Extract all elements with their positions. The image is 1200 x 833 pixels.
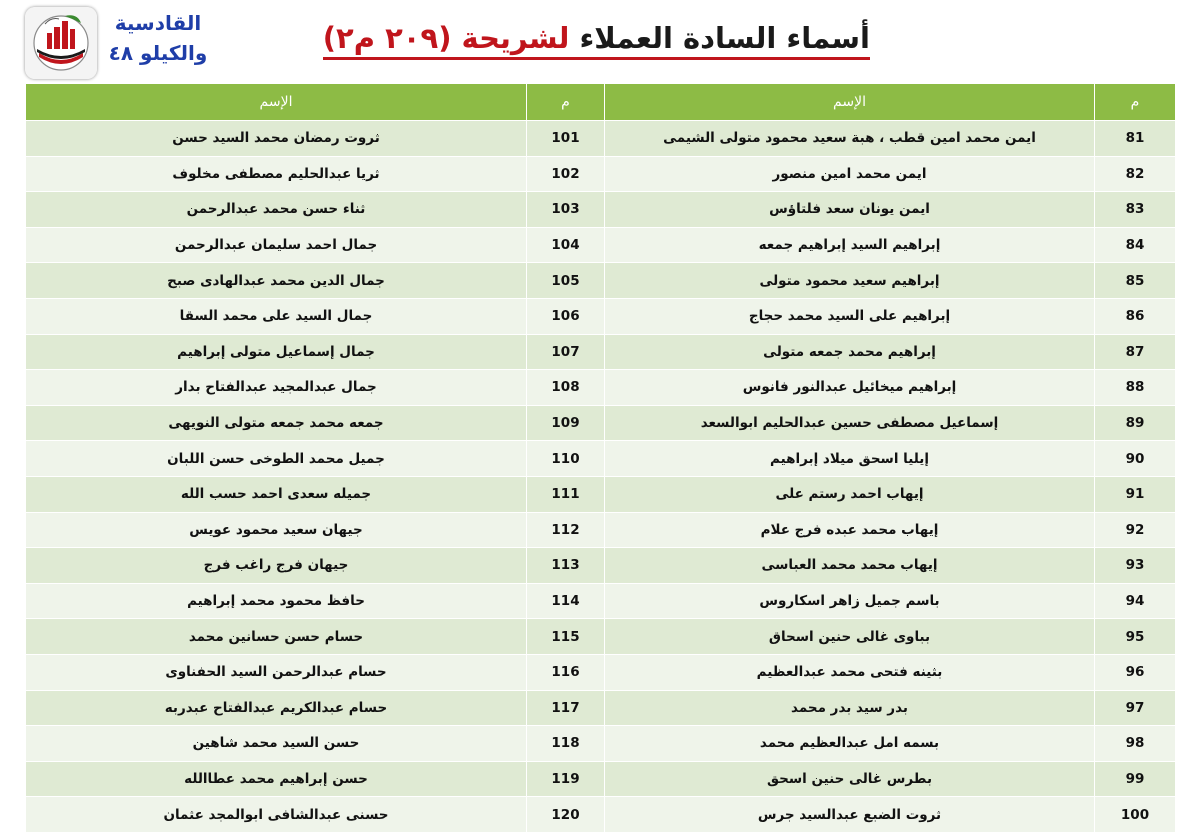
row-number: 110	[527, 441, 605, 477]
row-number: 105	[527, 263, 605, 299]
table-row	[26, 654, 1176, 690]
row-number: 92	[1095, 512, 1176, 548]
row-number: 112	[527, 512, 605, 548]
table-row	[26, 797, 1176, 833]
table-row	[26, 761, 1176, 797]
customer-name: جمال عبدالمجيد عبدالفتاح بدار	[26, 370, 527, 406]
row-number: 95	[1095, 619, 1176, 655]
row-number: 116	[527, 654, 605, 690]
customer-name: بطرس غالى حنين اسحق	[605, 761, 1095, 797]
row-number: 108	[527, 370, 605, 406]
customer-name: ايمن يونان سعد فلتاؤس	[605, 192, 1095, 228]
customer-name: جميله سعدى احمد حسب الله	[26, 476, 527, 512]
row-number: 86	[1095, 298, 1176, 334]
column-header-name: الإسم	[26, 84, 527, 121]
row-number: 114	[527, 583, 605, 619]
customer-name: جمال احمد سليمان عبدالرحمن	[26, 227, 527, 263]
customer-name: جمال السيد على محمد السقا	[26, 298, 527, 334]
page-header	[0, 0, 1200, 82]
brand-line-1: القادسية	[114, 11, 202, 35]
customer-name: جمال إسماعيل متولى إبراهيم	[26, 334, 527, 370]
row-number: 89	[1095, 405, 1176, 441]
table-row	[26, 512, 1176, 548]
customer-name: ثروت الضبع عبدالسيد جرس	[605, 797, 1095, 833]
row-number: 109	[527, 405, 605, 441]
table-row	[26, 227, 1176, 263]
row-number: 119	[527, 761, 605, 797]
table-row	[26, 405, 1176, 441]
table-row	[26, 583, 1176, 619]
customer-name: إبراهيم على السيد محمد حجاج	[605, 298, 1095, 334]
customer-name: ايمن محمد امين منصور	[605, 156, 1095, 192]
table-row	[26, 156, 1176, 192]
table-row	[26, 263, 1176, 299]
customer-name: إبراهيم ميخائيل عبدالنور فانوس	[605, 370, 1095, 406]
company-logo	[25, 7, 97, 79]
table-row	[26, 334, 1176, 370]
building-logo-icon	[25, 7, 97, 79]
customer-name: إيليا اسحق ميلاد إبراهيم	[605, 441, 1095, 477]
title-part-2: لشريحة (٢٠٩ م٢)	[322, 21, 570, 55]
table-row	[26, 476, 1176, 512]
column-header-number: م	[527, 84, 605, 121]
customer-name: إبراهيم محمد جمعه متولى	[605, 334, 1095, 370]
customer-name: بباوى غالى حنين اسحاق	[605, 619, 1095, 655]
customer-name: حسام حسن حسانين محمد	[26, 619, 527, 655]
row-number: 111	[527, 476, 605, 512]
row-number: 99	[1095, 761, 1176, 797]
customer-name: إبراهيم سعيد محمود متولى	[605, 263, 1095, 299]
customer-name: بثينه فتحى محمد عبدالعظيم	[605, 654, 1095, 690]
customer-name: حسن إبراهيم محمد عطاالله	[26, 761, 527, 797]
table-row	[26, 548, 1176, 584]
row-number: 90	[1095, 441, 1176, 477]
customer-name: إيهاب محمد عبده فرج علام	[605, 512, 1095, 548]
row-number: 103	[527, 192, 605, 228]
customer-name: إيهاب احمد رستم على	[605, 476, 1095, 512]
table-row	[26, 690, 1176, 726]
customer-name: جيهان فرج راغب فرج	[26, 548, 527, 584]
row-number: 82	[1095, 156, 1176, 192]
customer-name: باسم جميل زاهر اسكاروس	[605, 583, 1095, 619]
row-number: 84	[1095, 227, 1176, 263]
customer-name: حافظ محمود محمد إبراهيم	[26, 583, 527, 619]
customer-name: إسماعيل مصطفى حسين عبدالحليم ابوالسعد	[605, 405, 1095, 441]
row-number: 117	[527, 690, 605, 726]
row-number: 104	[527, 227, 605, 263]
table-row	[26, 370, 1176, 406]
page-title	[322, 14, 870, 66]
row-number: 113	[527, 548, 605, 584]
customer-name: ثناء حسن محمد عبدالرحمن	[26, 192, 527, 228]
row-number: 107	[527, 334, 605, 370]
title-underline	[323, 21, 870, 60]
row-number: 96	[1095, 654, 1176, 690]
column-header-name: الإسم	[605, 84, 1095, 121]
customer-name: حسنى عبدالشافى ابوالمجد عثمان	[26, 797, 527, 833]
row-number: 93	[1095, 548, 1176, 584]
row-number: 81	[1095, 121, 1176, 157]
table-row	[26, 726, 1176, 762]
row-number: 101	[527, 121, 605, 157]
table-body	[26, 121, 1176, 833]
customer-name: ثروت رمضان محمد السيد حسن	[26, 121, 527, 157]
table-row	[26, 298, 1176, 334]
row-number: 106	[527, 298, 605, 334]
customer-name: إبراهيم السيد إبراهيم جمعه	[605, 227, 1095, 263]
customer-name: بسمه امل عبدالعظيم محمد	[605, 726, 1095, 762]
row-number: 120	[527, 797, 605, 833]
row-number: 85	[1095, 263, 1176, 299]
row-number: 100	[1095, 797, 1176, 833]
customers-table	[25, 83, 1176, 833]
customer-name: بدر سيد بدر محمد	[605, 690, 1095, 726]
column-header-number: م	[1095, 84, 1176, 121]
table-row	[26, 619, 1176, 655]
title-part-1: أسماء السادة العملاء	[569, 21, 870, 55]
row-number: 83	[1095, 192, 1176, 228]
table-row	[26, 121, 1176, 157]
customer-name: حسام عبدالرحمن السيد الحفناوى	[26, 654, 527, 690]
customer-name: إيهاب محمد محمد العباسى	[605, 548, 1095, 584]
row-number: 87	[1095, 334, 1176, 370]
customer-name: جيهان سعيد محمود عويس	[26, 512, 527, 548]
table-header-row	[26, 84, 1176, 121]
row-number: 88	[1095, 370, 1176, 406]
table-row	[26, 192, 1176, 228]
customer-name: حسام عبدالكريم عبدالفتاح عبدربه	[26, 690, 527, 726]
row-number: 94	[1095, 583, 1176, 619]
table-row	[26, 441, 1176, 477]
row-number: 91	[1095, 476, 1176, 512]
row-number: 118	[527, 726, 605, 762]
row-number: 115	[527, 619, 605, 655]
brand-line-2: والكيلو ٤٨	[108, 41, 208, 65]
row-number: 102	[527, 156, 605, 192]
customer-name: جمعه محمد جمعه متولى النويهى	[26, 405, 527, 441]
customer-name: جميل محمد الطوخى حسن اللبان	[26, 441, 527, 477]
row-number: 98	[1095, 726, 1176, 762]
customer-name: ثريا عبدالحليم مصطفى مخلوف	[26, 156, 527, 192]
brand-text	[103, 8, 213, 74]
customer-name: حسن السيد محمد شاهين	[26, 726, 527, 762]
row-number: 97	[1095, 690, 1176, 726]
customer-name: ايمن محمد امين قطب ، هبة سعيد محمود متولى الشيمى	[605, 121, 1095, 157]
customer-name: جمال الدين محمد عبدالهادى صبح	[26, 263, 527, 299]
